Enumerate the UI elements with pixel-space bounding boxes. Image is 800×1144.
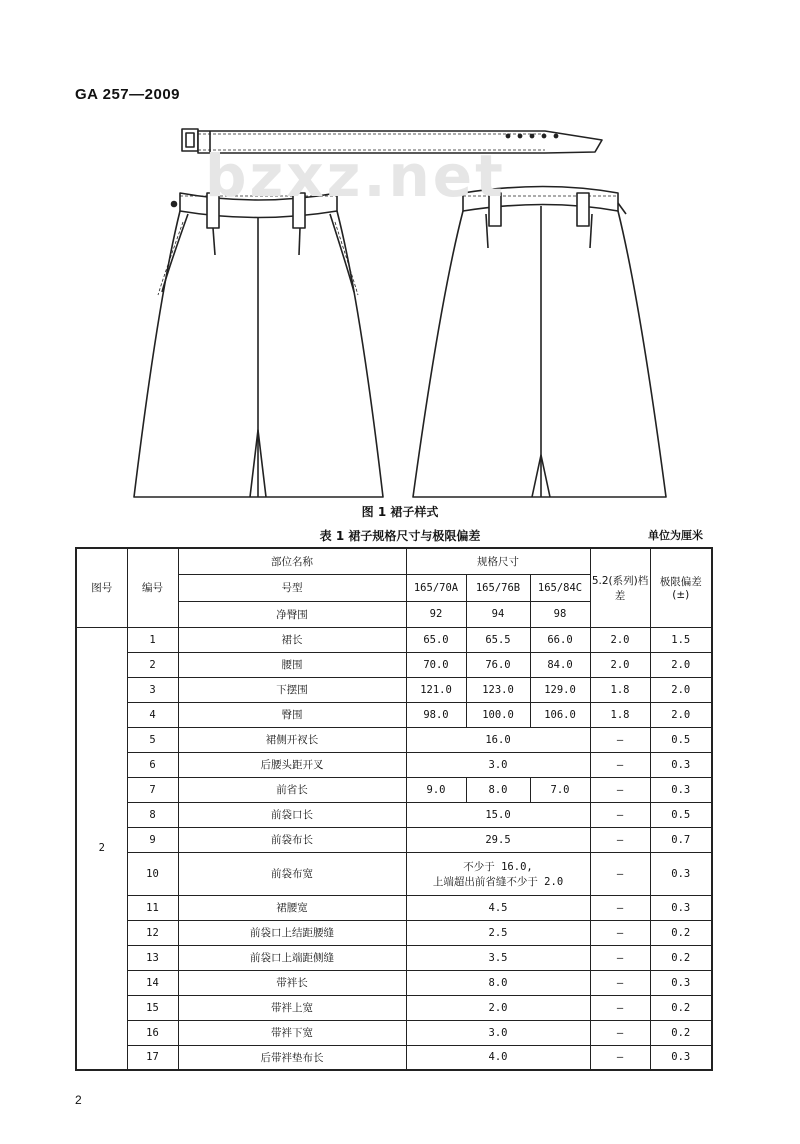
table-row <box>76 727 712 752</box>
grade-cell: 1.8 <box>590 677 650 702</box>
merged-value-cell <box>406 970 590 995</box>
table-row <box>76 970 712 995</box>
size-value-cell: 98.0 <box>406 702 466 727</box>
tolerance-cell: 0.3 <box>650 777 712 802</box>
size-value-cell: 106.0 <box>530 702 590 727</box>
table-caption: 表 1 裙子规格尺寸与极限偏差 <box>319 529 481 543</box>
merged-value: 不少于 16.0, <box>463 860 533 873</box>
tolerance-cell: 0.3 <box>650 852 712 895</box>
table-row <box>76 652 712 677</box>
table-row <box>76 895 712 920</box>
size-value-cell: 84.0 <box>530 652 590 677</box>
grade-cell: — <box>590 1045 650 1070</box>
merged-value: 3.5 <box>488 951 508 964</box>
table-row <box>76 920 712 945</box>
hip-value: 94 <box>466 601 530 627</box>
merged-value-cell <box>406 995 590 1020</box>
merged-value-cell <box>406 727 590 752</box>
item-no-cell: 5 <box>127 727 178 752</box>
table-row <box>76 627 712 652</box>
size-value-cell: 121.0 <box>406 677 466 702</box>
tolerance-cell: 0.2 <box>650 920 712 945</box>
part-name-cell: 后腰头距开叉 <box>178 752 406 777</box>
header-size: 165/76B <box>466 574 530 601</box>
merged-value-line2: 上端超出前省缝不少于 2.0 <box>432 875 564 888</box>
hip-value: 98 <box>530 601 590 627</box>
front-skirt-drawing <box>134 193 383 497</box>
part-name-cell: 前袋口长 <box>178 802 406 827</box>
item-no-cell: 3 <box>127 677 178 702</box>
grade-cell: — <box>590 802 650 827</box>
size-value-cell: 76.0 <box>466 652 530 677</box>
table-row <box>76 945 712 970</box>
tolerance-cell: 0.3 <box>650 1045 712 1070</box>
table-row <box>76 702 712 727</box>
item-no-cell: 12 <box>127 920 178 945</box>
tolerance-cell: 0.2 <box>650 1020 712 1045</box>
size-value-cell: 129.0 <box>530 677 590 702</box>
item-no-cell: 10 <box>127 852 178 895</box>
size-value-cell: 70.0 <box>406 652 466 677</box>
tolerance-cell: 0.5 <box>650 802 712 827</box>
header-tolerance-sign: (±) <box>672 589 690 602</box>
hip-value: 92 <box>406 601 466 627</box>
header-tolerance-label: 极限偏差 <box>659 576 702 589</box>
standard-code: GA 257—2009 <box>75 86 181 103</box>
header-spec-size: 规格尺寸 <box>406 548 590 574</box>
table-row <box>76 677 712 702</box>
merged-value-cell <box>406 945 590 970</box>
merged-value: 3.0 <box>488 758 508 771</box>
item-no-cell: 17 <box>127 1045 178 1070</box>
item-no-cell: 14 <box>127 970 178 995</box>
tolerance-cell: 0.7 <box>650 827 712 852</box>
merged-value: 8.0 <box>488 976 508 989</box>
part-name-cell: 前袋布宽 <box>178 852 406 895</box>
spec-table <box>75 547 713 1071</box>
size-value-cell: 8.0 <box>466 777 530 802</box>
header-size: 165/84C <box>530 574 590 601</box>
grade-cell: — <box>590 945 650 970</box>
item-no-cell: 7 <box>127 777 178 802</box>
tolerance-cell: 0.3 <box>650 895 712 920</box>
grade-cell: — <box>590 777 650 802</box>
size-value-cell: 9.0 <box>406 777 466 802</box>
part-name-cell: 带袢长 <box>178 970 406 995</box>
grade-cell: — <box>590 920 650 945</box>
tolerance-cell: 0.2 <box>650 995 712 1020</box>
grade-cell: — <box>590 752 650 777</box>
header-fig-no: 图号 <box>76 548 127 627</box>
merged-value-cell <box>406 752 590 777</box>
table-row <box>76 1020 712 1045</box>
tolerance-cell: 1.5 <box>650 627 712 652</box>
item-no-cell: 15 <box>127 995 178 1020</box>
part-name-cell: 前袋口上结距腰缝 <box>178 920 406 945</box>
item-no-cell: 16 <box>127 1020 178 1045</box>
item-no-cell: 13 <box>127 945 178 970</box>
merged-value: 2.0 <box>488 1001 508 1014</box>
fig-no-cell: 2 <box>76 627 127 1070</box>
tolerance-cell: 0.5 <box>650 727 712 752</box>
part-name-cell: 腰围 <box>178 652 406 677</box>
tolerance-cell: 2.0 <box>650 677 712 702</box>
page-number: 2 <box>75 1093 82 1107</box>
grade-cell: — <box>590 1020 650 1045</box>
part-name-cell: 前袋口上端距侧缝 <box>178 945 406 970</box>
part-name-cell: 裙腰宽 <box>178 895 406 920</box>
item-no-cell: 2 <box>127 652 178 677</box>
merged-value: 2.5 <box>488 926 508 939</box>
item-no-cell: 9 <box>127 827 178 852</box>
merged-value: 29.5 <box>485 833 511 846</box>
grade-cell: — <box>590 827 650 852</box>
grade-cell: 2.0 <box>590 627 650 652</box>
merged-value: 16.0 <box>485 733 511 746</box>
unit-note: 单位为厘米 <box>648 529 703 542</box>
grade-cell: 2.0 <box>590 652 650 677</box>
table-row <box>76 802 712 827</box>
merged-value-cell <box>406 920 590 945</box>
item-no-cell: 11 <box>127 895 178 920</box>
header-grade: 5.2(系列)档差 <box>590 548 650 627</box>
merged-value: 15.0 <box>485 808 511 821</box>
part-name-cell: 前省长 <box>178 777 406 802</box>
tolerance-cell: 2.0 <box>650 702 712 727</box>
merged-value-cell <box>406 852 590 895</box>
header-size: 165/70A <box>406 574 466 601</box>
table-row <box>76 777 712 802</box>
size-value-cell: 100.0 <box>466 702 530 727</box>
size-value-cell: 123.0 <box>466 677 530 702</box>
grade-cell: 1.8 <box>590 702 650 727</box>
table-row <box>76 1045 712 1070</box>
tolerance-cell: 0.2 <box>650 945 712 970</box>
part-name-cell: 下摆围 <box>178 677 406 702</box>
size-value-cell: 65.5 <box>466 627 530 652</box>
part-name-cell: 臀围 <box>178 702 406 727</box>
table-row <box>76 827 712 852</box>
part-name-cell: 带袢上宽 <box>178 995 406 1020</box>
tolerance-cell: 0.3 <box>650 970 712 995</box>
merged-value-cell <box>406 827 590 852</box>
merged-value: 3.0 <box>488 1026 508 1039</box>
item-no-cell: 4 <box>127 702 178 727</box>
header-tolerance <box>650 548 712 627</box>
part-name-cell: 后带袢垫布长 <box>178 1045 406 1070</box>
size-value-cell: 65.0 <box>406 627 466 652</box>
tolerance-cell: 0.3 <box>650 752 712 777</box>
grade-cell: — <box>590 970 650 995</box>
skirt-illustration <box>0 0 800 520</box>
tolerance-cell: 2.0 <box>650 652 712 677</box>
part-name-cell: 裙长 <box>178 627 406 652</box>
grade-cell: — <box>590 727 650 752</box>
table-row <box>76 852 712 895</box>
part-name-cell: 前袋布长 <box>178 827 406 852</box>
merged-value: 4.0 <box>488 1051 508 1064</box>
item-no-cell: 8 <box>127 802 178 827</box>
table-row <box>76 995 712 1020</box>
back-skirt-drawing <box>413 187 666 498</box>
grade-cell: — <box>590 995 650 1020</box>
header-part-name: 部位名称 <box>178 548 406 574</box>
size-value-cell: 7.0 <box>530 777 590 802</box>
grade-cell: — <box>590 895 650 920</box>
header-hip: 净臀围 <box>178 601 406 627</box>
figure-caption: 图 1 裙子样式 <box>361 505 439 519</box>
watermark: bzxz.net <box>205 142 506 210</box>
header-model: 号型 <box>178 574 406 601</box>
merged-value-cell <box>406 1020 590 1045</box>
merged-value-cell <box>406 802 590 827</box>
grade-cell: — <box>590 852 650 895</box>
item-no-cell: 1 <box>127 627 178 652</box>
table-row <box>76 752 712 777</box>
merged-value: 4.5 <box>488 901 508 914</box>
item-no-cell: 6 <box>127 752 178 777</box>
merged-value-cell <box>406 895 590 920</box>
merged-value-cell <box>406 1045 590 1070</box>
part-name-cell: 带袢下宽 <box>178 1020 406 1045</box>
part-name-cell: 裙侧开衩长 <box>178 727 406 752</box>
header-item-no: 编号 <box>127 548 178 627</box>
size-value-cell: 66.0 <box>530 627 590 652</box>
